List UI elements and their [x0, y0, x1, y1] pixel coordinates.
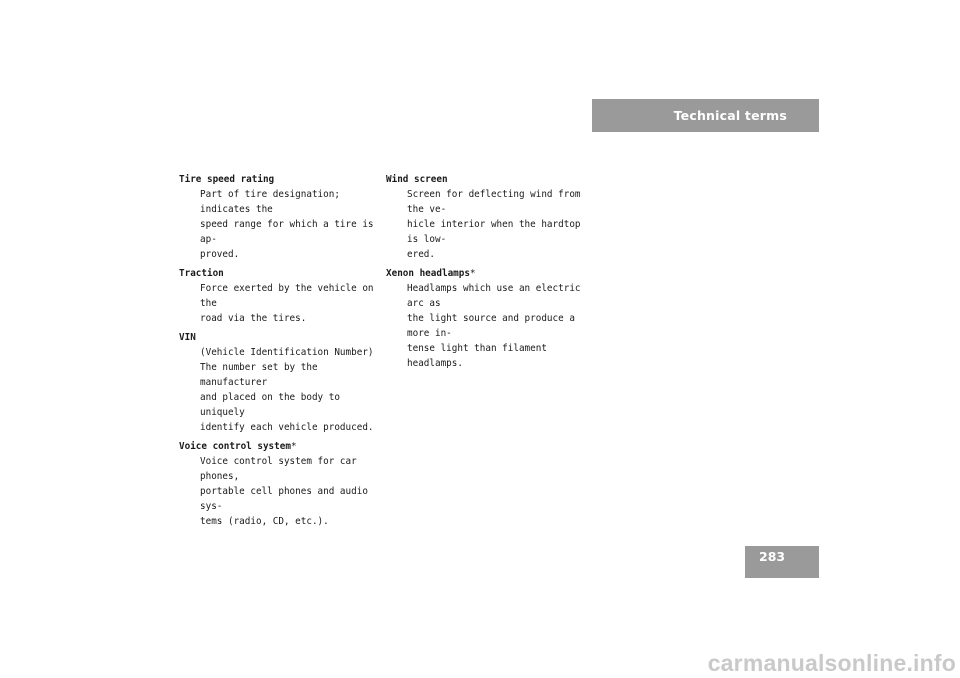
glossary-definition: (Vehicle Identification Number) The number set by the manufacturer and placed on the body to uniquely identify each vehicle produced.	[200, 347, 374, 433]
glossary-term: Tire speed rating	[179, 174, 275, 185]
watermark-text: carmanualsonline.info	[707, 649, 956, 676]
section-title: Technical terms	[673, 108, 787, 123]
glossary-term: Traction	[179, 268, 224, 279]
glossary-definition: Screen for deflecting wind from the ve- hicle interior when the hardtop is low- ered.	[407, 189, 581, 260]
glossary-definition: Headlamps which use an electric arc as the light source and produce a more in- tense light than filament headlamps.	[407, 283, 581, 369]
glossary-entry-traction	[179, 266, 374, 326]
glossary-entry-tire-speed-rating	[179, 172, 374, 262]
glossary-definition: Part of tire designation; indicates the speed range for which a tire is ap- proved.	[200, 189, 374, 260]
glossary-term: VIN	[179, 332, 196, 343]
section-title-tab	[592, 99, 819, 132]
glossary-term: Voice control system*	[179, 441, 297, 452]
glossary-entry-xenon-headlamps	[386, 266, 586, 371]
glossary-definition: Force exerted by the vehicle on the road via the tires.	[200, 283, 374, 324]
left-column	[179, 172, 374, 533]
glossary-entry-voice-control-system	[179, 439, 374, 529]
glossary-entry-wind-screen	[386, 172, 586, 262]
glossary-definition: Voice control system for car phones, portable cell phones and audio sys- tems (radio, CD, etc.).	[200, 456, 368, 527]
glossary-term: Xenon headlamps*	[386, 268, 476, 279]
glossary-term: Wind screen	[386, 174, 448, 185]
page-number: 283	[759, 549, 786, 564]
right-column	[386, 172, 586, 375]
glossary-entry-vin	[179, 330, 374, 435]
page-number-tab	[745, 546, 819, 578]
